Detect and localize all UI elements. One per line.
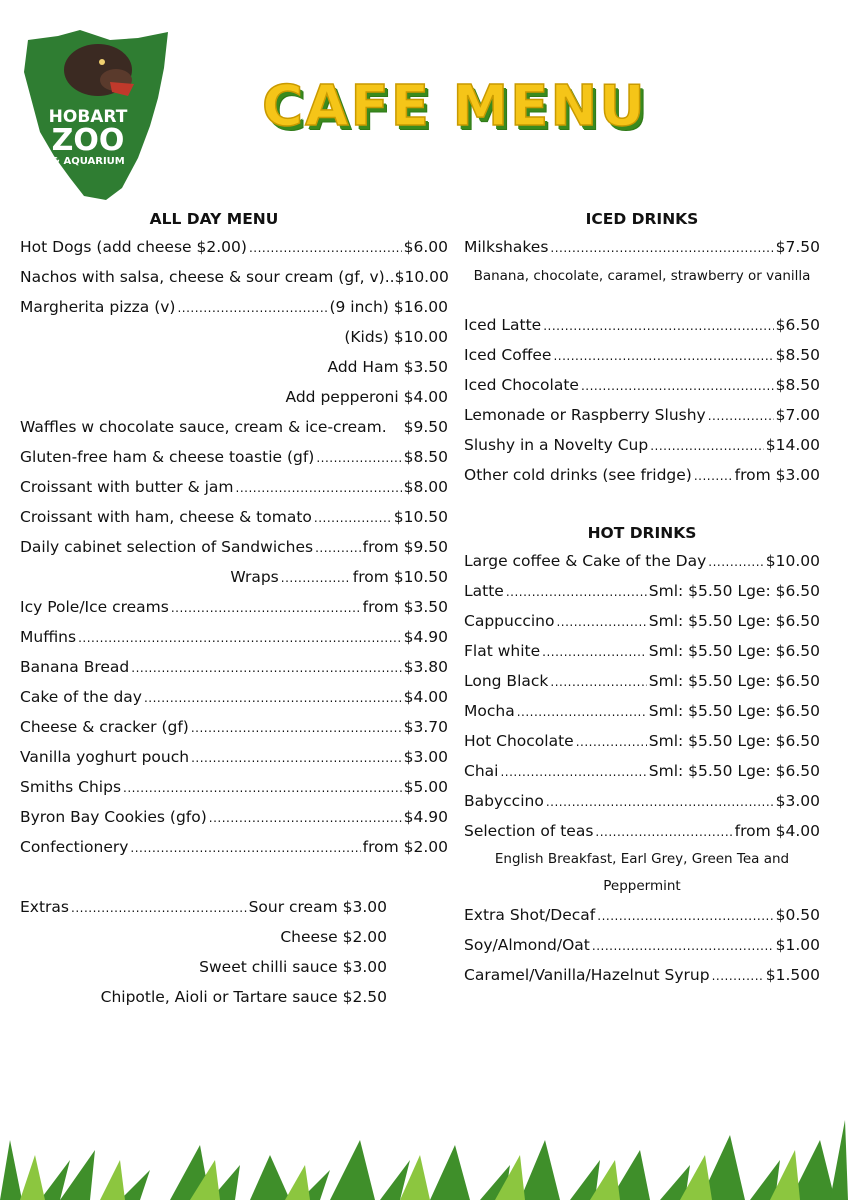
item-price: Add Ham $3.50 — [327, 358, 448, 376]
item-price: $3.70 — [403, 718, 448, 736]
item-price: $1.00 — [775, 936, 820, 954]
extras-row — [20, 892, 387, 922]
item-name: Soy/Almond/Oat — [464, 936, 590, 954]
menu-item — [464, 430, 820, 460]
menu-item — [20, 262, 448, 292]
item-price: $10.50 — [393, 508, 448, 526]
dot-leader — [177, 292, 327, 323]
menu-item — [464, 370, 820, 400]
extras-item: Chipotle, Aioli or Tartare sauce $2.50 — [100, 988, 387, 1006]
item-name: Milkshakes — [464, 238, 549, 256]
item-name: Extra Shot/Decaf — [464, 906, 596, 924]
item-price: $7.00 — [775, 406, 820, 424]
item-price: $9.50 — [403, 418, 448, 436]
item-price: Sml: $5.50 Lge: $6.50 — [648, 732, 820, 750]
menu-item — [20, 562, 448, 592]
item-name: Mocha — [464, 702, 515, 720]
item-name: Large coffee & Cake of the Day — [464, 552, 707, 570]
iced-drinks-list — [464, 310, 820, 490]
item-name: Other cold drinks (see fridge) — [464, 466, 692, 484]
menu-item — [20, 382, 448, 412]
item-price: $4.90 — [403, 628, 448, 646]
menu-item — [464, 726, 820, 756]
dot-leader — [78, 622, 402, 653]
menu-item — [464, 232, 820, 262]
menu-item — [20, 712, 448, 742]
item-name: Chai — [464, 762, 499, 780]
item-name: Caramel/Vanilla/Hazelnut Syrup — [464, 966, 710, 984]
item-name: Smiths Chips — [20, 778, 122, 796]
menu-item — [20, 412, 448, 442]
item-price: from $3.50 — [362, 598, 448, 616]
drinks-column — [464, 206, 820, 990]
item-name: Long Black — [464, 672, 549, 690]
item-price: from $3.00 — [734, 466, 820, 484]
dot-leader — [71, 892, 247, 923]
item-price: $6.00 — [403, 238, 448, 256]
item-price: Sml: $5.50 Lge: $6.50 — [648, 762, 820, 780]
page-title: CAFE MENU — [262, 74, 647, 139]
menu-item — [464, 960, 820, 990]
dot-leader — [191, 712, 402, 743]
menu-item — [20, 322, 448, 352]
extras-item: Sweet chilli sauce $3.00 — [199, 958, 387, 976]
item-name: Cake of the day — [20, 688, 142, 706]
dot-leader — [546, 786, 774, 817]
item-name: Cappuccino — [464, 612, 555, 630]
dot-leader — [517, 696, 647, 727]
item-price: from $2.00 — [362, 838, 448, 856]
extras-label: Extras — [20, 898, 69, 916]
item-price: $8.50 — [775, 376, 820, 394]
extras-row — [20, 922, 387, 952]
menu-item — [20, 802, 448, 832]
menu-item — [20, 622, 448, 652]
dot-leader — [131, 652, 401, 683]
dot-leader — [597, 900, 773, 931]
item-name: Vanilla yoghurt pouch — [20, 748, 190, 766]
menu-item — [464, 756, 820, 786]
extras-section — [20, 892, 387, 1012]
extras-row — [20, 952, 387, 982]
dot-leader — [130, 832, 360, 863]
tea-note-line: English Breakfast, Earl Grey, Green Tea and — [494, 851, 790, 867]
item-name: Cheese & cracker (gf) — [20, 718, 189, 736]
item-name: Lemonade or Raspberry Slushy — [464, 406, 706, 424]
dot-leader — [712, 960, 764, 991]
dot-leader — [191, 742, 402, 773]
dot-leader — [650, 430, 764, 461]
hot-drink-addons-list — [464, 900, 820, 990]
menu-item — [20, 352, 448, 382]
item-price: $1.500 — [765, 966, 820, 984]
menu-item — [464, 460, 820, 490]
item-name: Slushy in a Novelty Cup — [464, 436, 649, 454]
logo-line2: ZOO — [51, 123, 125, 158]
hot-drinks-heading: HOT DRINKS — [587, 524, 697, 542]
menu-item — [20, 832, 448, 862]
item-name: Flat white — [464, 642, 541, 660]
extras-item: Cheese $2.00 — [280, 928, 387, 946]
item-price: Sml: $5.50 Lge: $6.50 — [648, 672, 820, 690]
menu-item — [464, 636, 820, 666]
item-price: $3.00 — [775, 792, 820, 810]
item-price: from $10.50 — [352, 568, 448, 586]
item-price: $8.50 — [775, 346, 820, 364]
menu-item — [20, 292, 448, 322]
item-name: Byron Bay Cookies (gfo) — [20, 808, 207, 826]
dot-leader — [281, 562, 351, 593]
menu-item — [20, 502, 448, 532]
dot-leader — [209, 802, 402, 833]
menu-item — [20, 592, 448, 622]
item-price: Sml: $5.50 Lge: $6.50 — [648, 702, 820, 720]
dot-leader — [144, 682, 402, 713]
dot-leader — [592, 930, 774, 961]
dot-leader — [708, 546, 763, 577]
item-name: Margherita pizza (v) — [20, 298, 176, 316]
menu-item — [464, 666, 820, 696]
item-name: Croissant with ham, cheese & tomato — [20, 508, 312, 526]
dot-leader — [236, 472, 402, 503]
dot-leader — [171, 592, 361, 623]
item-price: from $4.00 — [734, 822, 820, 840]
item-price: $3.80 — [403, 658, 448, 676]
dot-leader — [553, 340, 773, 371]
decorative-leaves — [0, 1120, 848, 1200]
logo-line3: & AQUARIUM — [51, 156, 125, 167]
dot-leader — [550, 666, 646, 697]
item-name: Latte — [464, 582, 504, 600]
dot-leader — [249, 232, 402, 263]
item-name: Wraps — [230, 568, 279, 586]
dot-leader — [708, 400, 774, 431]
item-price: $14.00 — [765, 436, 820, 454]
dot-leader — [694, 460, 733, 491]
menu-item — [464, 310, 820, 340]
item-name: Iced Coffee — [464, 346, 552, 364]
dot-leader — [315, 532, 361, 563]
all-day-menu-section — [20, 206, 448, 1012]
item-price: from $9.50 — [362, 538, 448, 556]
item-price: Sml: $5.50 Lge: $6.50 — [648, 612, 820, 630]
item-name: Muffins — [20, 628, 77, 646]
menu-item — [20, 772, 448, 802]
item-price: $10.00 — [394, 268, 449, 286]
menu-item — [464, 400, 820, 430]
item-price: $8.00 — [403, 478, 448, 496]
menu-item — [464, 900, 820, 930]
dot-leader — [500, 756, 646, 787]
item-name: Croissant with butter & jam — [20, 478, 234, 496]
menu-item — [20, 682, 448, 712]
dot-leader — [314, 502, 392, 533]
item-name: Selection of teas — [464, 822, 594, 840]
item-price: (9 inch) $16.00 — [329, 298, 448, 316]
menu-item — [464, 576, 820, 606]
dot-leader — [576, 726, 647, 757]
item-name: Iced Latte — [464, 316, 542, 334]
menu-item — [464, 340, 820, 370]
extras-item: Sour cream $3.00 — [248, 898, 387, 916]
iced-drinks-heading: ICED DRINKS — [585, 210, 699, 228]
item-price: $4.90 — [403, 808, 448, 826]
menu-item — [20, 232, 448, 262]
menu-item — [464, 546, 820, 576]
item-price: Sml: $5.50 Lge: $6.50 — [648, 642, 820, 660]
item-price: $7.50 — [775, 238, 820, 256]
menu-item — [20, 532, 448, 562]
dot-leader — [506, 576, 647, 607]
dot-leader — [595, 816, 732, 847]
tea-note-line: Peppermint — [603, 878, 681, 894]
hot-drinks-list — [464, 546, 820, 846]
item-name: Iced Chocolate — [464, 376, 579, 394]
item-name: Daily cabinet selection of Sandwiches — [20, 538, 314, 556]
menu-item — [464, 786, 820, 816]
dot-leader — [550, 232, 773, 263]
item-name: Waffles w chocolate sauce, cream & ice-cream. — [20, 418, 387, 436]
extras-row — [20, 982, 387, 1012]
item-price: $8.50 — [403, 448, 448, 466]
dot-leader — [543, 310, 773, 341]
item-name: Gluten-free ham & cheese toastie (gf) — [20, 448, 315, 466]
dot-leader — [123, 772, 402, 803]
hobart-zoo-logo — [18, 28, 174, 204]
dot-leader — [581, 370, 774, 401]
item-price: $0.50 — [775, 906, 820, 924]
item-price: Sml: $5.50 Lge: $6.50 — [648, 582, 820, 600]
logo-line1: HOBART — [48, 107, 128, 127]
all-day-menu-heading: ALL DAY MENU — [149, 210, 279, 228]
item-price: $3.00 — [403, 748, 448, 766]
dot-leader — [542, 636, 647, 667]
item-name: Hot Chocolate — [464, 732, 574, 750]
item-name: Hot Dogs (add cheese $2.00) — [20, 238, 247, 256]
item-price: $4.00 — [403, 688, 448, 706]
menu-item — [464, 696, 820, 726]
menu-item — [20, 742, 448, 772]
item-name: Banana Bread — [20, 658, 130, 676]
item-price: $6.50 — [775, 316, 820, 334]
menu-item — [20, 652, 448, 682]
item-name: Confectionery — [20, 838, 129, 856]
menu-item — [20, 472, 448, 502]
dot-leader — [316, 442, 401, 473]
menu-item — [464, 606, 820, 636]
milkshake-flavours-note: Banana, chocolate, caramel, strawberry or vanilla — [473, 268, 811, 284]
item-price: $5.00 — [403, 778, 448, 796]
item-name: Nachos with salsa, cheese & sour cream (gf, v).. — [20, 268, 395, 286]
menu-item — [464, 816, 820, 846]
tea-selection-note — [464, 846, 820, 900]
all-day-menu-list — [20, 232, 448, 862]
item-name: Babyccino — [464, 792, 544, 810]
item-name: Icy Pole/Ice creams — [20, 598, 169, 616]
menu-item — [20, 442, 448, 472]
item-price: $10.00 — [765, 552, 820, 570]
dot-leader — [556, 606, 646, 637]
item-price: (Kids) $10.00 — [344, 328, 448, 346]
menu-item — [464, 930, 820, 960]
item-price: Add pepperoni $4.00 — [285, 388, 448, 406]
